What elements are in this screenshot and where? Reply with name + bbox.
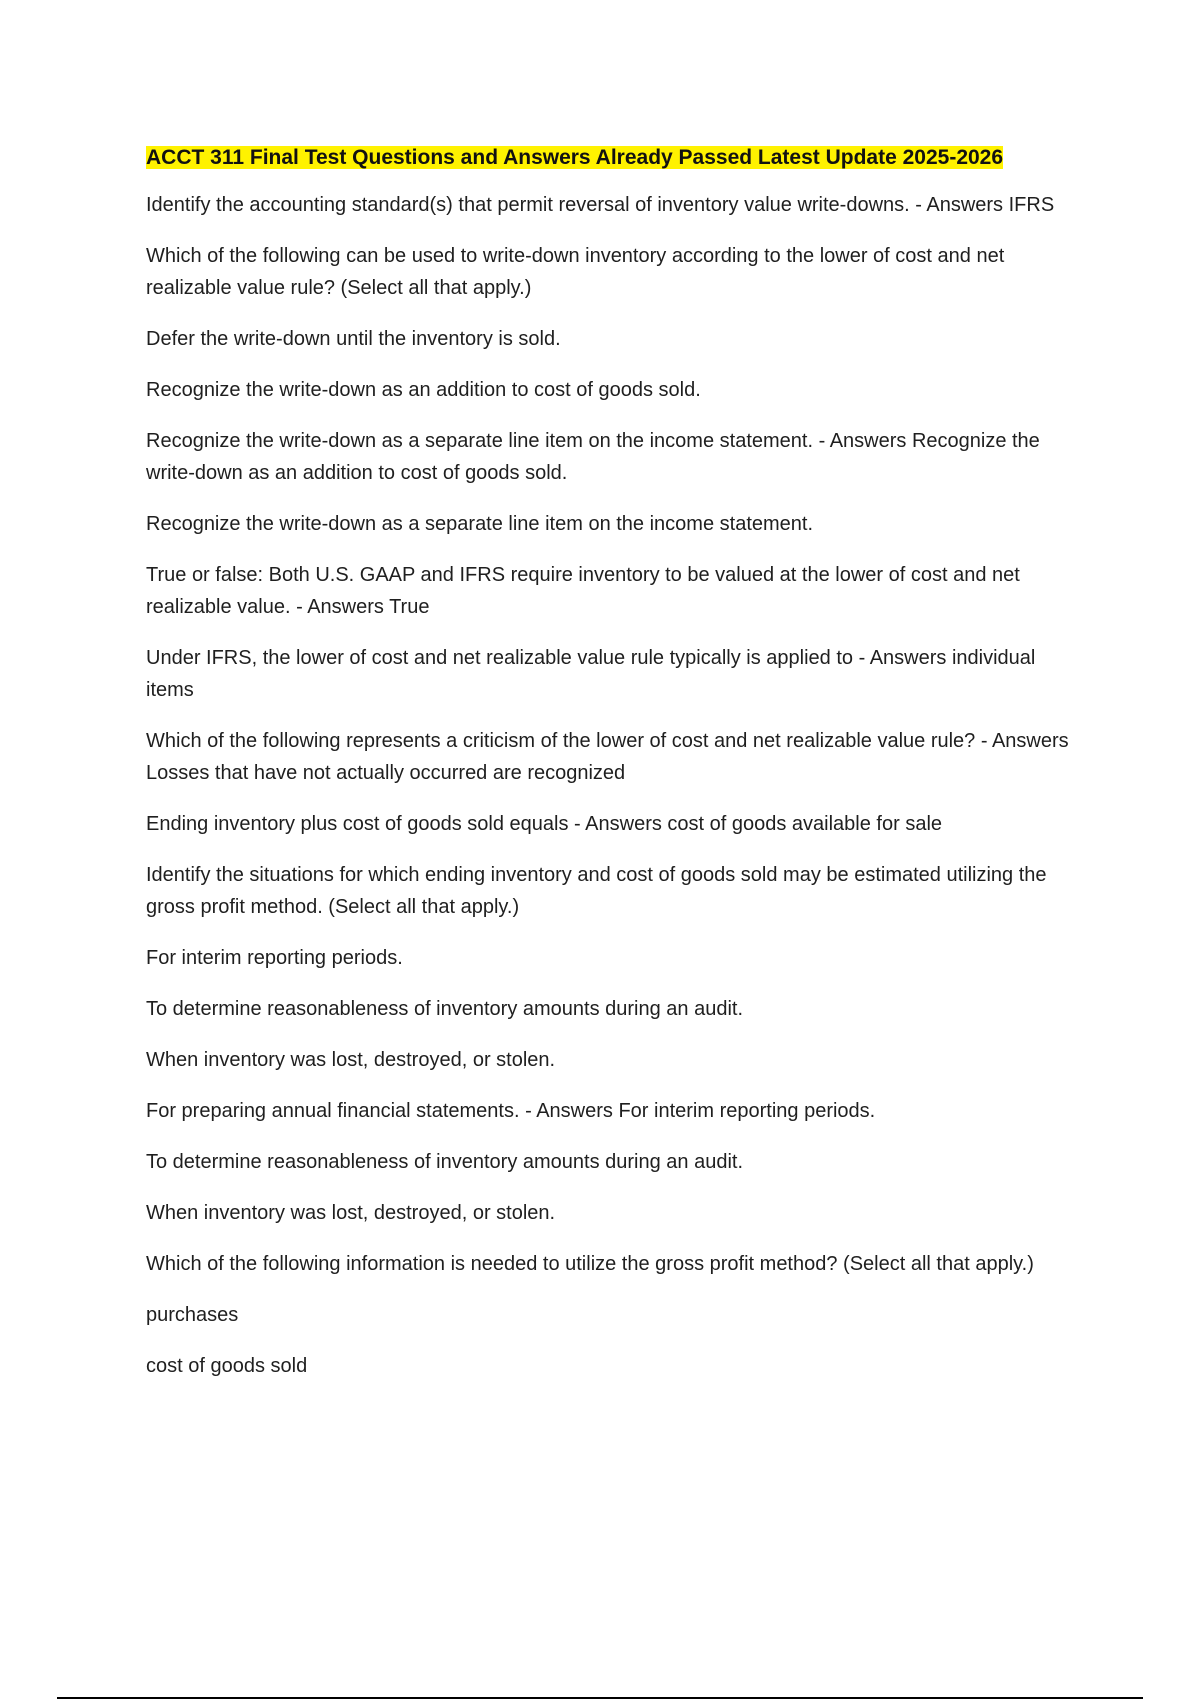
option-annual-statements-answer: For preparing annual financial statements. - Answers For interim reporting periods. [146, 1100, 876, 1122]
question-gross-profit-information: Which of the following information is needed to utilize the gross profit method? (Select all that apply.) [146, 1253, 1034, 1275]
option-addition-to-cogs: Recognize the write-down as an addition to cost of goods sold. [146, 379, 701, 401]
answer-audit-reasonableness: To determine reasonableness of inventory amounts during an audit. [146, 1151, 744, 1173]
question-2: Which of the following can be used to write-down inventory according to the lower of cost and net realizable value rule? (Select all that apply.) [146, 245, 1005, 299]
option-audit-reasonableness: To determine reasonableness of inventory amounts during an audit. [146, 998, 744, 1020]
option-interim-reporting: For interim reporting periods. [146, 947, 403, 969]
option-cost-of-goods-sold: cost of goods sold [146, 1355, 308, 1377]
document-title: ACCT 311 Final Test Questions and Answers Already Passed Latest Update 2025-2026 [146, 146, 1004, 169]
question-answer-1: Identify the accounting standard(s) that permit reversal of inventory value write-downs. - Answers IFRS [146, 194, 1055, 216]
question-gross-profit-situations: Identify the situations for which ending inventory and cost of goods sold may be estimated utilizing the gross profit method. (Select all that apply.) [146, 864, 1047, 918]
option-defer-write-down: Defer the write-down until the inventory is sold. [146, 328, 561, 350]
option-lost-destroyed-stolen: When inventory was lost, destroyed, or stolen. [146, 1049, 556, 1071]
option-purchases: purchases [146, 1304, 239, 1326]
question-answer-true-false: True or false: Both U.S. GAAP and IFRS require inventory to be valued at the lower of cost and net realizable value. - Answers True [146, 564, 1020, 618]
answer-separate-line-item: Recognize the write-down as a separate line item on the income statement. [146, 513, 814, 535]
title-row [146, 143, 1086, 173]
question-answer-ending-inventory: Ending inventory plus cost of goods sold equals - Answers cost of goods available for sale [146, 813, 943, 835]
document-content [146, 143, 1086, 1401]
option-separate-line-item-answer: Recognize the write-down as a separate line item on the income statement. - Answers Recognize the write-down as an addition to cost of goods sold. [146, 430, 1040, 484]
footer-divider [57, 1697, 1143, 1699]
question-answer-criticism: Which of the following represents a criticism of the lower of cost and net realizable value rule? - Answers Losses that have not actually occurred are recognized [146, 730, 1069, 784]
question-answer-ifrs-individual-items: Under IFRS, the lower of cost and net realizable value rule typically is applied to - Answers individual items [146, 647, 1036, 701]
answer-lost-destroyed-stolen: When inventory was lost, destroyed, or stolen. [146, 1202, 556, 1224]
